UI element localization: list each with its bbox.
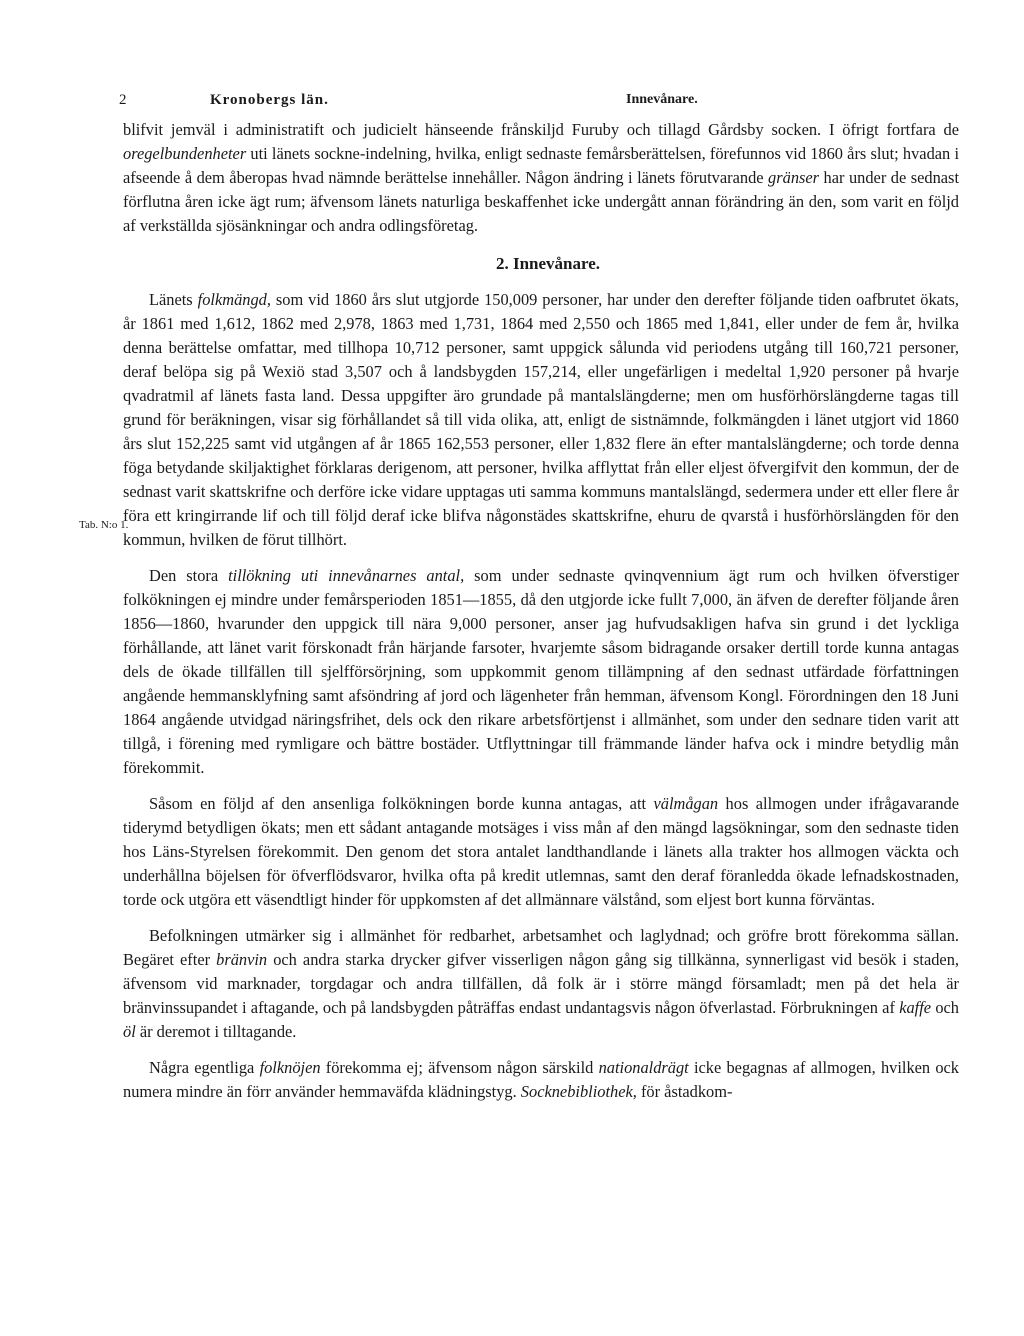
italic-run: nationaldrägt bbox=[598, 1058, 689, 1077]
italic-run: bränvin bbox=[216, 950, 268, 969]
italic-run: oregelbundenheter bbox=[123, 144, 247, 163]
text-run: som vid 1860 års slut utgjorde 150,009 personer, har under den derefter följande tiden oafbrutet ökats, år 1861 med 1,612, 1862 med 2,978, 1863 med 1,731, 1864 med 2,550 och 1865 med 1,841, eller under de fem år, hvilka denna berättelse omfattar, med tillhopa 10,712 personer, samt uppgick sålunda vid periodens utgång till 160,721 personer, deraf belöpa sig på Wexiö stad 3,507 och å landsbygden 157,214, eller ungefärligen i medeltal 1,920 personer på hvarje qvadratmil af länets fasta land. Dessa uppgifter äro grundade på mantalslängderne; men om husförhörslängderne tagas till grund för beräkningen, visar sig förhållandet så till vida olika, att, enligt de sistnämnde, folkmängden i länet utgjort vid 1860 års slut 152,225 samt vid utgången af år 1865 162,553 personer, eller 1,832 flere än efter mantalslängderne; och torde denna föga betydande skiljaktighet förklaras derigenom, att personer, hvilka afflyttat från eller eljest öfvergifvit den kommun, der de sednast varit skattskrifne och derföre icke vidare upptagas uti samma kommuns mantalslängd, sedermera under ett eller flere år föra ett kringirrande lif och till följd deraf icke blifva någonstädes skattskrifne, ehuru de qvarstå i husförhörslängden för den kommun, hvilken de förut tillhört. bbox=[123, 290, 959, 549]
text-run: Länets bbox=[149, 290, 198, 309]
text-run: uti länets sockne-indelning, hvilka, enligt sednaste femårsberättelsen, förefunnos vid 1860 års slut; hvadan i afseende å dem åberopas hvad nämnde berättelse innehåller. Någon ändring i länets förutvarande bbox=[123, 144, 959, 187]
paragraph-customs bbox=[123, 1056, 959, 1104]
text-run: Såsom en följd af den ansenliga folkökningen borde kunna antagas, att bbox=[149, 794, 654, 813]
body-text bbox=[123, 118, 959, 1104]
italic-run: gränser bbox=[768, 168, 820, 187]
text-run: är deremot i tilltagande. bbox=[135, 1022, 297, 1041]
text-run: har under de sednast förflutna åren icke ägt rum; äfvensom länets naturliga beskaffenhet icke undergått annan förändring än den, som varit en följd af verkställda sjösänkningar och andra odlingsföretag. bbox=[123, 168, 959, 235]
italic-run: folkmängd, bbox=[197, 290, 271, 309]
paragraph-increase bbox=[123, 564, 959, 780]
text-run: blifvit jemväl i administratift och judicielt hänseende frånskiljd Furuby och tillagd Gårdsby socken. I öfrigt fortfara de bbox=[123, 120, 959, 139]
text-run: för åstadkom- bbox=[636, 1082, 733, 1101]
page-number: 2 bbox=[119, 92, 127, 108]
italic-run: tillökning uti innevånarnes antal, bbox=[228, 566, 465, 585]
text-run: Befolkningen utmärker sig i allmänhet för redbarhet, arbetsamhet och laglydnad; och gröfre brott förekomma sällan. Begäret efter bbox=[123, 926, 959, 969]
italic-run: välmågan bbox=[653, 794, 719, 813]
running-title-county: Kronobergs län. bbox=[210, 92, 329, 108]
text-run: och andra starka drycker gifver visserligen någon gång sig tillkänna, synnerligast vid besök i staden, äfvensom vid marknader, torgdagar och andra tillfällen, då folk är i större mängd församladt; men på det hela är bränvinssupandet i aftagande, och på landsbygden påträffas endast undantagsvis någon öfverlastad. Förbrukningen af bbox=[123, 950, 959, 1017]
margin-note-table-ref: Tab. N:o 1. bbox=[79, 519, 129, 531]
paragraph-welfare bbox=[123, 792, 959, 912]
italic-run: öl bbox=[123, 1022, 136, 1041]
text-run: hos allmogen under ifrågavarande tiderymd betydligen ökats; men ett sådant antagande motsäges i viss mån af den mängd lagsökningar, som den sednaste tiden hos Läns-Styrelsen förekommit. Den genom det stora antalet landthandlande i länets alla trakter hos allmogen väckta och underhållna böjelsen för öfverflödsvaror, hvilka ofta på kredit utlemnas, samt den deraf föranledda ökade lefnadskostnaden, torde ock utgöra ett väsendtligt hinder för uppkomsten af det allmännare välstånd, som eljest bort kunna förväntas. bbox=[123, 794, 959, 909]
section-heading: 2. Innevånare. bbox=[495, 254, 601, 273]
running-title-section: Innevånare. bbox=[626, 92, 698, 107]
text-run: Den stora bbox=[149, 566, 229, 585]
paragraph-character bbox=[123, 924, 959, 1044]
text-run: förekomma ej; äfvensom någon särskild bbox=[320, 1058, 599, 1077]
italic-run: Socknebibliothek, bbox=[520, 1082, 637, 1101]
paragraph-population bbox=[123, 288, 959, 552]
italic-run: folknöjen bbox=[259, 1058, 321, 1077]
text-run: Några egentliga bbox=[149, 1058, 260, 1077]
text-run: icke begagnas af allmogen, hvilken ock numera mindre än förr använder hemmaväfda klädningstyg. bbox=[123, 1058, 959, 1101]
paragraph-intro bbox=[123, 118, 959, 238]
italic-run: kaffe bbox=[899, 998, 932, 1017]
text-run: som under sednaste qvinqvennium ägt rum och hvilken öfverstiger folkökningen ej mindre under femårsperioden 1851—1855, då den utgjorde icke fullt 7,000, än äfven de derefter följande åren 1856—1860, hvarunder den uppgick till nära 9,000 personer, anser jag hufvudsakligen hafva sin grund i det lyckliga förhållande, att länet varit förskonadt från härjande farsoter, hvarjemte såsom bidragande orsaker dertill torde kunna antagas dels de ökade tillfällen till sjelfförsörjning, som uppkommit genom tillämpning af den sednast utfärdade författningen angående hemmansklyfning samt afsöndring af jord och lägenheter från hemman, äfvensom Kongl. Förordningen den 18 Juni 1864 angående utvidgad näringsfrihet, dels ock den rikare arbetsförtjenst i allmänhet, som under den sednare tiden varit att tillgå, i förening med rymligare och bättre bostäder. Utflyttningar till främmande länder hafva ock i mindre betydlig mån förekommit. bbox=[123, 566, 959, 777]
text-run: och bbox=[931, 998, 959, 1017]
